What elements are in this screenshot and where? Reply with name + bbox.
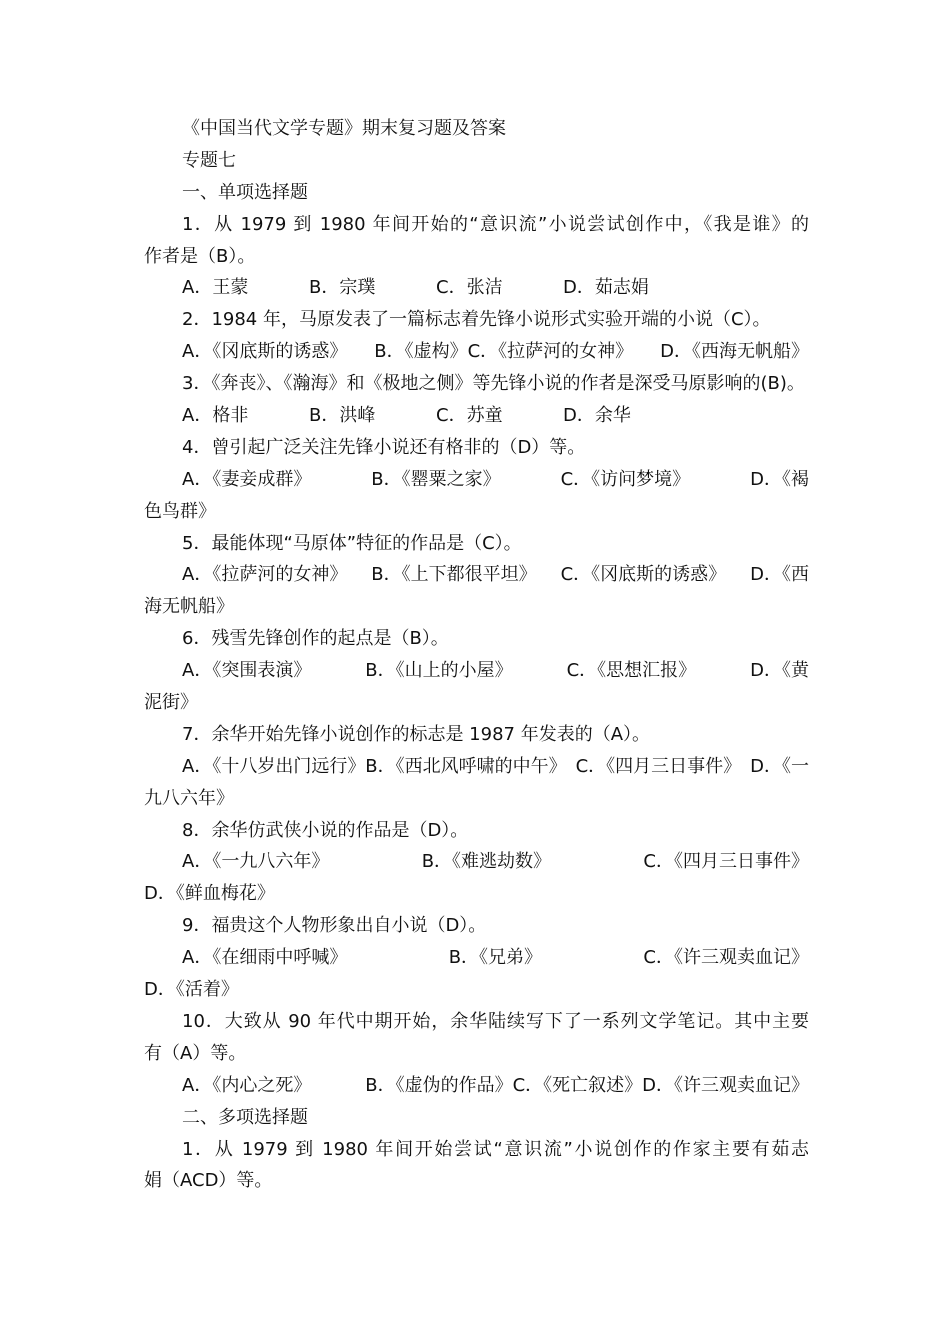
option-d: D．《一 xyxy=(750,755,809,777)
question-5-text: 5．最能体现“马原体”特征的作品是（C）。 xyxy=(182,532,522,554)
option-bc: B．《虚构》C．《拉萨河的女神》 xyxy=(374,341,634,363)
option-b: B．《上下都很平坦》 xyxy=(371,564,537,586)
option-c: C．《四月三日事件》 xyxy=(575,755,742,777)
option-b: B．《兄弟》 xyxy=(448,947,543,969)
document-page xyxy=(144,113,809,1197)
option-c: C．《冈底斯的诱惑》 xyxy=(560,564,727,586)
option-d: D．《西 xyxy=(750,564,809,586)
option-b: B．《罂粟之家》 xyxy=(371,468,501,490)
question-4-text: 4．曾引起广泛关注先锋小说还有格非的（D）等。 xyxy=(182,436,586,458)
question-1-text: 1．从 1979 到 1980 年间开始的“意识流”小说尝试创作中，《我是谁》的 xyxy=(182,213,809,235)
document-title: 《中国当代文学专题》期末复习题及答案 xyxy=(182,118,506,139)
option-a: A．王蒙 xyxy=(182,277,249,299)
question-4-options-cont: 色鸟群》 xyxy=(144,500,216,522)
question-6-options xyxy=(144,655,809,687)
question-3-options xyxy=(144,400,809,432)
option-c: C．《访问梦境》 xyxy=(560,468,691,490)
question-1-text-cont: 作者是（B）。 xyxy=(144,245,256,267)
question-2-options xyxy=(144,336,809,368)
question-5-options-cont: 海无帆船》 xyxy=(144,596,234,618)
option-c: C．苏童 xyxy=(436,405,503,427)
option-a: A．《冈底斯的诱惑》 xyxy=(182,341,348,363)
option-bcd: B．《虚伪的作品》C．《死亡叙述》D．《许三观卖血记》 xyxy=(365,1074,809,1096)
option-a: A．《突围表演》 xyxy=(182,660,312,682)
option-d: D．《黄 xyxy=(750,660,809,682)
question-9-options-cont: D．《活着》 xyxy=(144,979,239,1001)
question-10-text-cont: 有（A）等。 xyxy=(144,1042,247,1064)
option-c: C．《四月三日事件》 xyxy=(643,851,809,873)
option-ab: A．《十八岁出门远行》B．《西北风呼啸的中午》 xyxy=(182,755,567,777)
option-c: C．《思想汇报》 xyxy=(566,660,697,682)
option-a: A．《一九八六年》 xyxy=(182,851,330,873)
question-1-options xyxy=(144,272,809,304)
question-6-text: 6．残雪先锋创作的起点是（B）。 xyxy=(182,628,449,650)
option-d: D．《西海无帆船》 xyxy=(660,341,809,363)
option-b: B．宗璞 xyxy=(309,277,376,299)
question-6-options-cont: 泥街》 xyxy=(144,692,198,714)
option-d: D．《褐 xyxy=(750,468,809,490)
question-10-text: 10．大致从 90 年代中期开始，余华陆续写下了一系列文学笔记。其中主要 xyxy=(182,1010,809,1032)
option-b: B．《难逃劫数》 xyxy=(421,851,552,873)
question-7-text: 7．余华开始先锋小说创作的标志是 1987 年发表的（A）。 xyxy=(182,723,651,745)
question-8-options-cont: D．《鲜血梅花》 xyxy=(144,883,275,905)
question-9-options xyxy=(144,942,809,974)
option-a: A．《在细雨中呼喊》 xyxy=(182,947,348,969)
question-2-text: 2．1984 年，马原发表了一篇标志着先锋小说形式实验开端的小说（C）。 xyxy=(182,309,771,331)
multi-question-1-text: 1．从 1979 到 1980 年间开始尝试“意识流”小说创作的作家主要有茹志 xyxy=(182,1138,809,1160)
question-5-options xyxy=(144,559,809,591)
question-10-options xyxy=(144,1070,809,1102)
question-4-options xyxy=(144,464,809,496)
topic-heading: 专题七 xyxy=(182,149,236,171)
question-9-text: 9．福贵这个人物形象出自小说（D）。 xyxy=(182,915,487,937)
multi-question-1-text-cont: 娟（ACD）等。 xyxy=(144,1170,273,1192)
section-heading-single-choice: 一、单项选择题 xyxy=(182,181,308,203)
question-8-text: 8．余华仿武侠小说的作品是（D）。 xyxy=(182,819,469,841)
option-a: A．《拉萨河的女神》 xyxy=(182,564,348,586)
option-a: A．格非 xyxy=(182,405,249,427)
option-a: A．《妻妾成群》 xyxy=(182,468,312,490)
option-c: C．《许三观卖血记》 xyxy=(643,947,809,969)
question-8-options xyxy=(144,846,809,878)
option-d: D．茹志娟 xyxy=(563,277,649,299)
option-b: B．《山上的小屋》 xyxy=(365,660,513,682)
option-a: A．《内心之死》 xyxy=(182,1074,312,1096)
option-c: C．张洁 xyxy=(436,277,503,299)
option-d: D．余华 xyxy=(563,405,631,427)
option-b: B．洪峰 xyxy=(309,405,376,427)
section-heading-multiple-choice: 二、多项选择题 xyxy=(182,1106,308,1128)
question-3-text: 3．《奔丧》、《瀚海》和《极地之侧》等先锋小说的作者是深受马原影响的(B)。 xyxy=(182,373,805,395)
question-7-options xyxy=(144,751,809,783)
question-7-options-cont: 九八六年》 xyxy=(144,787,234,809)
